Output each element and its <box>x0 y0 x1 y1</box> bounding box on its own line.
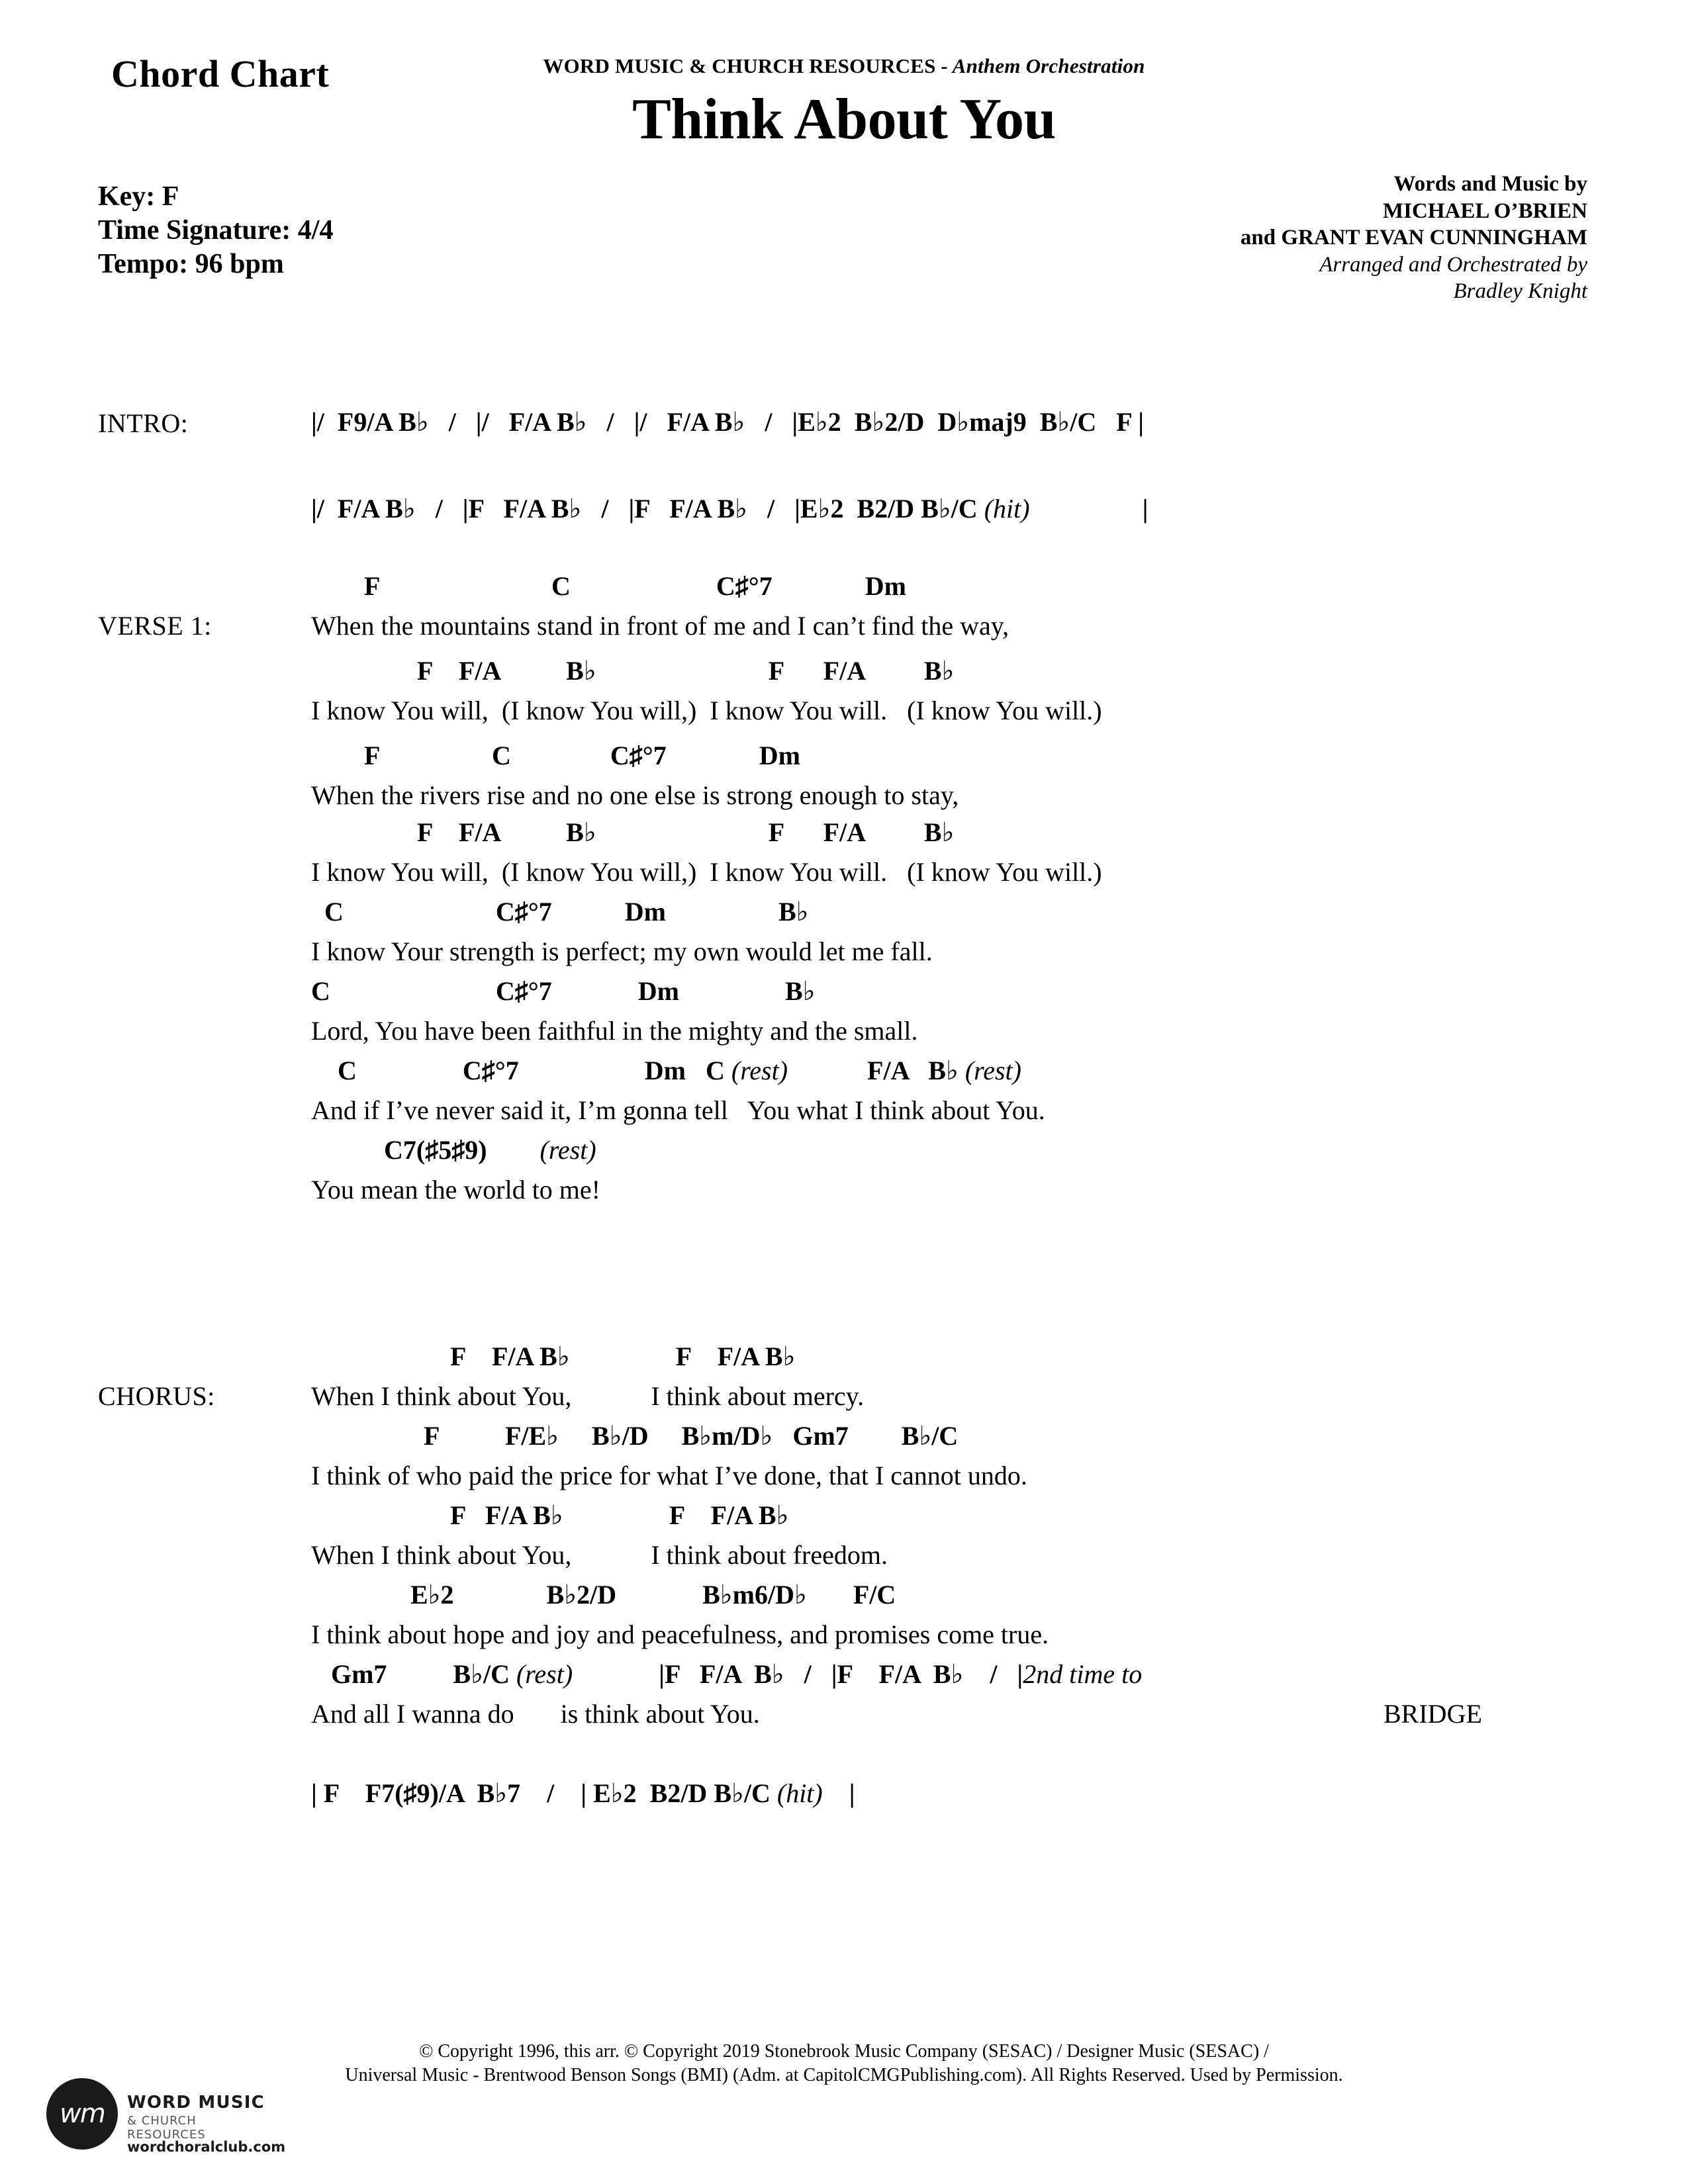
verse1-lyric-row-5: I know Your strength is perfect; my own would let me fall. <box>311 936 933 966</box>
tempo-line: Tempo: 96 bpm <box>98 249 284 280</box>
chorus-chord-row-3: F F/A B♭ F F/A B♭ <box>311 1500 789 1530</box>
section-label-chorus: CHORUS: <box>98 1381 215 1411</box>
verse1-chord-row-6: C C♯°7 Dm B♭ <box>311 976 816 1006</box>
verse1-chord-row-8 <box>311 1134 596 1165</box>
chord-chart-label: Chord Chart <box>111 52 330 95</box>
song-title: Think About You <box>632 87 1056 152</box>
chorus-final-rest: (rest) <box>516 1659 573 1689</box>
intro-line2-end-bar: | <box>1142 494 1149 523</box>
verse1-lyric-row-7: And if I’ve never said it, I’m gonna tell You what I think about You. <box>311 1095 1045 1125</box>
logo-subtitle: & CHURCH RESOURCES <box>127 2114 206 2142</box>
verse1-lyric-row-2: I know You will, (I know You will,) I know You will. (I know You will.) <box>311 696 1102 725</box>
meta-block <box>98 180 333 282</box>
verse1-row8-chords: C7(♯5♯9) <box>311 1135 540 1165</box>
tag-chord-line <box>311 1778 855 1809</box>
tag-hit: (hit) <box>776 1778 823 1808</box>
intro-chord-line-1: |/ F9/A B♭ / |/ F/A B♭ / |/ F/A B♭ / |E♭2 B♭2/D D♭maj9 B♭/C F | <box>311 407 1145 437</box>
chorus-lyric-row-2: I think of who paid the price for what I’ve done, that I cannot undo. <box>311 1461 1027 1490</box>
chorus-lyric-row-3: When I think about You, I think about freedom. <box>311 1540 888 1570</box>
chorus-second-time-note: 2nd time to <box>1023 1659 1143 1689</box>
verse1-chord-row-3: F C C♯°7 Dm <box>311 741 800 770</box>
verse1-row7-rest-1: (rest) <box>731 1056 788 1085</box>
chorus-chord-row-2: F F/E♭ B♭/D B♭m/D♭ Gm7 B♭/C <box>311 1421 959 1451</box>
chorus-final-lyric: And all I wanna do is think about You. <box>311 1699 760 1729</box>
chorus-final-bars: |F F/A B♭ / |F F/A B♭ / | <box>573 1659 1023 1689</box>
chorus-chord-row-4: E♭2 B♭2/D B♭m6/D♭ F/C <box>311 1580 896 1610</box>
intro-chord-line-2 <box>311 493 1148 524</box>
verse1-lyric-row-1: When the mountains stand in front of me and I can’t find the way, <box>311 611 1009 641</box>
arranger-name: Bradley Knight <box>1453 279 1587 304</box>
copyright-line-1: © Copyright 1996, this arr. © Copyright 2019 Stonebrook Music Company (SESAC) / Designer Music (SESAC) / <box>419 2041 1269 2062</box>
intro-line2-chords: |/ F/A B♭ / |F F/A B♭ / |F F/A B♭ / |E♭2 B2/D B♭/C <box>311 494 984 523</box>
verse1-chord-row-2: F F/A B♭ F F/A B♭ <box>311 656 955 686</box>
chorus-bridge-label: BRIDGE <box>1383 1699 1482 1729</box>
verse1-row7-rest-2: (rest) <box>964 1056 1021 1085</box>
words-music-by-label: Words and Music by <box>1393 172 1587 196</box>
writer-2: and GRANT EVAN CUNNINGHAM <box>1240 226 1587 250</box>
chorus-final-chords-pre: Gm7 B♭/C <box>311 1659 516 1689</box>
writer-1: MICHAEL O’BRIEN <box>1383 199 1587 223</box>
arranged-by-label: Arranged and Orchestrated by <box>1319 252 1587 277</box>
intro-line2-hit: (hit) <box>984 494 1030 523</box>
verse1-row7-chords-b: F/A B♭ <box>788 1056 965 1085</box>
copyright-line-2: Universal Music - Brentwood Benson Songs (BMI) (Adm. at CapitolCMGPublishing.com). All Rights Reserved. Used by Permission. <box>345 2065 1343 2086</box>
verse1-lyric-row-8: You mean the world to me! <box>311 1175 600 1205</box>
verse1-row8-rest: (rest) <box>539 1135 596 1165</box>
tag-chords: | F F7(♯9)/A B♭7 / | E♭2 B2/D B♭/C <box>311 1778 777 1808</box>
key-line: Key: F <box>98 181 179 212</box>
verse1-chord-row-1: F C C♯°7 Dm <box>311 571 906 601</box>
time-signature-line: Time Signature: 4/4 <box>98 215 334 246</box>
publisher-suffix: - Anthem Orchestration <box>935 54 1145 77</box>
section-label-intro: INTRO: <box>98 408 189 438</box>
logo-name: WORD MUSIC <box>127 2093 265 2113</box>
verse1-chord-row-7 <box>311 1055 1021 1086</box>
chorus-final-chord-row <box>311 1659 1142 1690</box>
wm-monogram-icon <box>46 2078 118 2150</box>
chorus-chord-row-1: F F/A B♭ F F/A B♭ <box>311 1342 796 1371</box>
verse1-lyric-row-4: I know You will, (I know You will,) I know You will. (I know You will.) <box>311 857 1102 887</box>
section-label-verse-1: VERSE 1: <box>98 611 212 641</box>
verse1-row7-chords-a: C C♯°7 Dm C <box>311 1056 731 1085</box>
logo-wordmark <box>127 2093 265 2142</box>
chorus-lyric-row-4: I think about hope and joy and peacefulness, and promises come true. <box>311 1619 1049 1649</box>
word-music-logo <box>46 2078 286 2164</box>
publisher-line <box>0 54 1688 78</box>
tag-end-bar: | <box>822 1778 855 1808</box>
verse1-chord-row-4: F F/A B♭ F F/A B♭ <box>311 817 955 847</box>
logo-website-url: wordchoralclub.com <box>127 2139 286 2155</box>
credits-block <box>1241 171 1587 305</box>
wm-monogram-text: wm <box>60 2099 105 2129</box>
publisher-name: WORD MUSIC & CHURCH RESOURCES <box>543 54 936 77</box>
verse1-chord-row-5: C C♯°7 Dm B♭ <box>311 897 809 927</box>
verse1-lyric-row-6: Lord, You have been faithful in the mighty and the small. <box>311 1016 918 1046</box>
verse1-lyric-row-3: When the rivers rise and no one else is strong enough to stay, <box>311 780 959 810</box>
chorus-lyric-row-1: When I think about You, I think about mercy. <box>311 1381 865 1411</box>
